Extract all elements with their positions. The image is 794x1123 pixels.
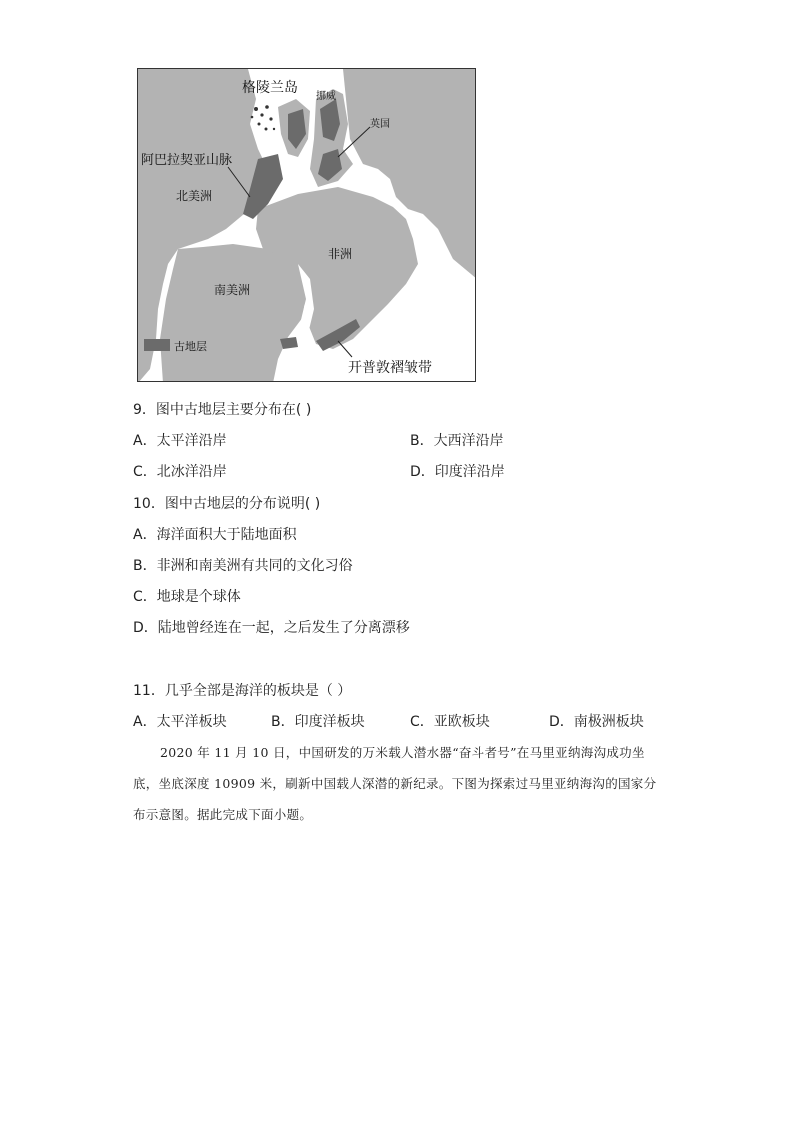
q11-option-c[interactable]: C．亚欧板块 — [410, 714, 490, 730]
question-10-stem: 10．图中古地层的分布说明( ) — [133, 496, 321, 512]
passage-text: 2020 年 11 月 10 日，中国研发的万米载人潜水器“奋斗者号”在马里亚纳海沟成功坐底，坐底深度 10909 米，刷新中国载人深潜的新纪录。下图为探索过马里亚纳海沟的国家分布示意图。据此完成下面小题。 — [133, 745, 657, 822]
label-cape-fold-belt: 开普敦褶皱带 — [348, 360, 432, 376]
q9-option-c[interactable]: C．北冰洋沿岸 — [133, 464, 227, 480]
q11-option-b[interactable]: B．印度洋板块 — [271, 714, 365, 730]
q10-option-d[interactable]: D．陆地曾经连在一起，之后发生了分离漂移 — [133, 620, 410, 636]
q9-option-a[interactable]: A．太平洋沿岸 — [133, 433, 227, 449]
question-9-stem: 9．图中古地层主要分布在( ) — [133, 402, 312, 418]
q11-option-d[interactable]: D．南极洲板块 — [549, 714, 644, 730]
label-uk: 英国 — [370, 119, 390, 130]
continental-drift-map — [137, 68, 476, 382]
q9-option-b[interactable]: B．大西洋沿岸 — [410, 433, 504, 449]
passage — [133, 737, 668, 830]
legend-label: 古地层 — [174, 340, 207, 353]
map-drawing — [138, 69, 476, 382]
label-africa: 非洲 — [328, 247, 353, 261]
q10-option-a[interactable]: A．海洋面积大于陆地面积 — [133, 527, 297, 543]
q10-option-c[interactable]: C．地球是个球体 — [133, 589, 241, 605]
label-norway: 挪威 — [316, 91, 336, 102]
label-appalachian: 阿巴拉契亚山脉 — [141, 153, 233, 168]
q10-option-b[interactable]: B．非洲和南美洲有共同的文化习俗 — [133, 558, 353, 574]
arctic-islands — [251, 105, 276, 130]
label-south-america: 南美洲 — [214, 283, 251, 297]
leader-cape-fold — [338, 341, 352, 357]
q9-option-d[interactable]: D．印度洋沿岸 — [410, 464, 505, 480]
question-11-stem: 11．几乎全部是海洋的板块是（ ） — [133, 683, 352, 699]
old-strata-south-america — [280, 337, 298, 349]
label-north-america: 北美洲 — [176, 189, 213, 203]
label-greenland: 格陵兰岛 — [242, 80, 298, 96]
q11-option-a[interactable]: A．太平洋板块 — [133, 714, 227, 730]
legend-swatch — [144, 339, 170, 351]
